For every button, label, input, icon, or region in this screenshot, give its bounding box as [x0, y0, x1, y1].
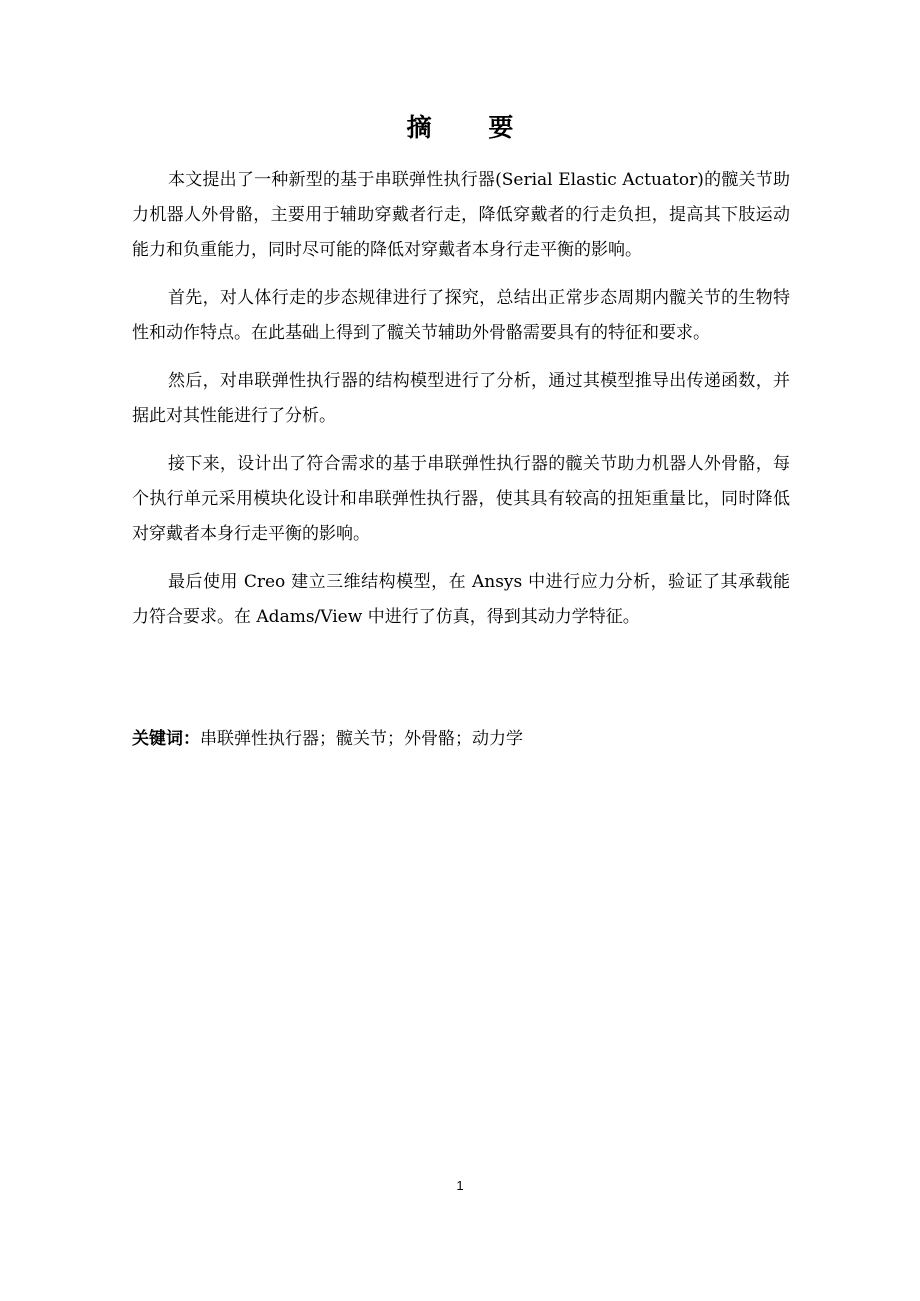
abstract-paragraph-4: 接下来，设计出了符合需求的基于串联弹性执行器的髋关节助力机器人外骨骼，每个执行单元采用模块化设计和串联弹性执行器，使其具有较高的扭矩重量比，同时降低对穿戴者本身行走平衡的影响。: [132, 454, 790, 544]
abstract-paragraph-5: 最后使用 Creo 建立三维结构模型，在 Ansys 中进行应力分析，验证了其承载能力符合要求。在 Adams/View 中进行了仿真，得到其动力学特征。: [132, 572, 790, 627]
keywords-text: 串联弹性执行器；髋关节；外骨骼；动力学: [200, 729, 523, 749]
keywords-label: 关键词：: [132, 729, 200, 749]
abstract-paragraph-3: 然后，对串联弹性执行器的结构模型进行了分析，通过其模型推导出传递函数，并据此对其性能进行了分析。: [132, 371, 790, 426]
abstract-paragraph-2: 首先，对人体行走的步态规律进行了探究，总结出正常步态周期内髋关节的生物特性和动作特点。在此基础上得到了髋关节辅助外骨骼需要具有的特征和要求。: [132, 288, 790, 343]
abstract-body: [132, 163, 790, 648]
abstract-title: 摘 要: [406, 113, 538, 142]
keywords-line: [132, 723, 790, 755]
abstract-paragraph-1: 本文提出了一种新型的基于串联弹性执行器(Serial Elastic Actuator)的髋关节助力机器人外骨骼，主要用于辅助穿戴者行走，降低穿戴者的行走负担，提高其下肢运动能力和负重能力，同时尽可能的降低对穿戴者本身行走平衡的影响。: [132, 170, 790, 260]
page-number: 1: [456, 1178, 464, 1193]
